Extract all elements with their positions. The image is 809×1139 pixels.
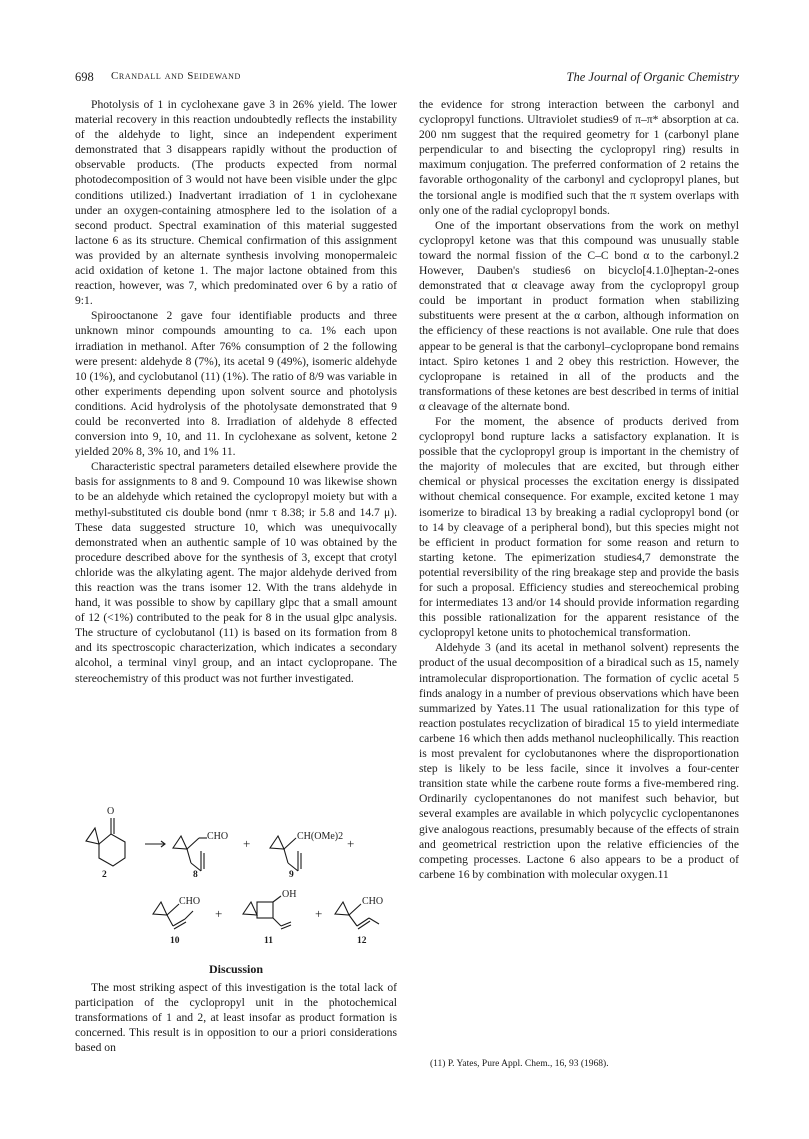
substituent-label: CHO: [207, 831, 229, 842]
reaction-scheme: [75, 806, 397, 956]
scheme-structures: [75, 806, 397, 956]
compound-label: 2: [102, 870, 107, 880]
paragraph: For the moment, the absence of products derived from cyclopropyl bond rupture lacks a satisfactory explanation. It is possible that the cyclopropyl group is important in the chemistry of the majority of molecules that are excited, but through either chemical or physical processes the excitation energy is dissipated without chemical consequence. For example, excited ketone 1 may isomerize to biradical 13 by breaking a radial cyclopropyl bond (or to 14 by cleavage of a peripheral bond), but this species might not be efficient in product formation for some reason and return to starting ketone. The epimerization studies4,7 demonstrate the potential reversibility of the ring breakage step and provide the basis for such a proposal. Efficiency studies and stereochemical probing for intermediates 13 and/or 14 should provide information regarding this possible rationalization for the apparent resistance of the cyclopropyl ketone units to photochemical transformation.: [419, 414, 739, 640]
paragraph: One of the important observations from the work on methyl cyclopropyl ketone was that this compound was unusually stable toward the normal fission of the C–C bond α to the carbonyl.2 However, Dauben's studies6 on bicyclo[4.1.0]heptan-2-ones demonstrated that α cleavage away from the cyclopropyl group could be important in product formation when stabilizing substituents were present at the α carbon, although information on the efficiency of these reactions is not available. One rule that does appear to be general is that the carbonyl–cyclopropane bond remains intact. Spiro ketones 1 and 2 obey this restriction. However, the cyclopropane is retained in all of the products and the transformations of these ketones are best described in terms of initial α cleavage of the alternate bond.: [419, 218, 739, 413]
left-column: [75, 97, 397, 686]
paragraph: Photolysis of 1 in cyclohexane gave 3 in 26% yield. The lower material recovery in this reaction undoubtedly reflects the instability of the aldehyde to light, since an independent experiment demonstrated that 3 disappears rapidly without the production of observable products. (The products expected from normal photodecomposition of 3 would not have been visible under the glpc conditions utilized.) Inadvertant irradiation of 1 in cyclohexane under an oxygen-containing atmosphere led to the isolation of a second product. Spectral examination of this material suggested lactone 6 as its structure. Chemical confirmation of this assignment was provided by an alternate synthesis involving monopermaleic acid oxidation of ketone 1. The major lactone obtained from this reaction, however, was 7, which predominated over 6 by a ratio of 9:1.: [75, 98, 397, 308]
cyclohexane-ring: [99, 834, 125, 866]
substituent-label: OH: [282, 889, 297, 900]
plus-sign: +: [315, 906, 323, 921]
plus-sign: +: [215, 906, 223, 921]
section-heading: Discussion: [208, 962, 264, 976]
compound-label: 11: [264, 936, 273, 946]
right-column: [419, 97, 739, 882]
paragraph: Characteristic spectral parameters detailed elsewhere provide the basis for assignments to 8 and 9. Compound 10 was likewise shown to be an aldehyde which retained the cyclopropyl moiety but with a methyl-substituted cis double bond (nmr τ 8.38; ir 5.8 and 14.7 μ). These data suggested structure 10, which was unequivocally demonstrated when an authentic sample of 10 was obtained by the procedure described above for the synthesis of 3, except that crotyl chloride was the alkylating agent. The major aldehyde derived from this reaction was the trans isomer 12. With the trans aldehyde in hand, it was possible to show by capillary glpc that a small amount of 12 (<1%) contributed to the peak for 8 in the usual glpc analysis. The structure of cyclobutanol (11) is based on its formation from 8 and its spectroscopic characterization, which indicates a secondary alcohol, a terminal vinyl group, and an intact cyclopropane. The stereochemistry of this product was not further investigated.: [75, 460, 397, 685]
substituent-label: CHO: [179, 896, 201, 907]
page-header: [75, 70, 739, 90]
compound-label: 12: [357, 936, 367, 946]
page-number: 698: [75, 70, 94, 84]
substituent-label: CHO: [362, 896, 384, 907]
paragraph: Aldehyde 3 (and its acetal in methanol solvent) represents the product of the usual decomposition of a biradical such as 15, namely intramolecular disproportionation. The formation of cyclic acetal 5 finds analogy in a number of previous observations which have been summarized by Yates.11 The usual rationalization for this type of reaction postulates recyclization of biradical 15 to yield intermediate carbene 16 which then adds methanol nucleophilically. This reaction is most prevalent for cyclobutanones where the disproportionation step is likely to be less facile, since it involves a four-center transition state while the carbene route forms a five-membered ring. Ordinarily cyclopentanones do not manifest such behavior, but several examples are available in which polycyclic cyclopentanones give analogous reactions, presumably because of the effects of strain and geometrical restriction upon the relative efficiencies of the competing processes. Lactone 6 also appears to be a product of carbene 16 by combination with molecular oxygen.11: [419, 641, 739, 881]
plus-sign: +: [347, 836, 355, 851]
plus-sign: +: [243, 836, 251, 851]
substituent-label: CH(OMe)2: [297, 831, 344, 842]
paragraph: Spirooctanone 2 gave four identifiable products and three unknown minor compounds amounting to ca. 1% each upon irradiation in methanol. After 76% consumption of 2 the following were present: aldehyde 8 (7%), its acetal 9 (49%), isomeric aldehyde 10 (1%), and cyclobutanol (11) (1%). The ratio of 8/9 was variable in other experiments depending upon solvent source and photolysis conditions. Acid hydrolysis of the photolysate demonstrated that 9 could be reconverted into 8. Irradiation of aldehyde 8 effected conversion into 9, 10, and 11. In cyclohexane as solvent, ketone 2 yielded 20% 8, 3% 10, and 1% 11.: [75, 309, 397, 459]
journal-title: The Journal of Organic Chemistry: [566, 70, 739, 84]
compound-label: 10: [170, 936, 180, 946]
discussion-paragraph: [75, 980, 397, 1055]
paragraph: the evidence for strong interaction between the carbonyl and cyclopropyl functions. Ultraviolet studies9 of π–π* absorption at ca. 200 nm suggest that the required geometry for 1 (carbonyl plane perpendicular to and bisecting the cyclopropyl ring) results in maximum conjugation. The preferred conformation of 2 retains the favorable orthogonality of the carbonyl and cyclopropyl planes, but the torsional angle is modified such that the π system overlaps with only one of the radial cyclopropyl bonds.: [419, 98, 739, 217]
cyclopropane-ring: [86, 828, 99, 844]
compound-label: 9: [289, 870, 294, 880]
paragraph: The most striking aspect of this investigation is the total lack of participation of the cyclopropyl unit in the photochemical transformations of 1 and 2, at least insofar as product formation is concerned. This result is in opposition to our a priori considerations based on: [75, 981, 397, 1055]
running-authors: Crandall and Seidewand: [111, 70, 241, 82]
footnote: (11) P. Yates, Pure Appl. Chem., 16, 93 (1968).: [430, 1059, 609, 1069]
substituent-label: O: [107, 806, 115, 817]
compound-label: 8: [193, 870, 198, 880]
